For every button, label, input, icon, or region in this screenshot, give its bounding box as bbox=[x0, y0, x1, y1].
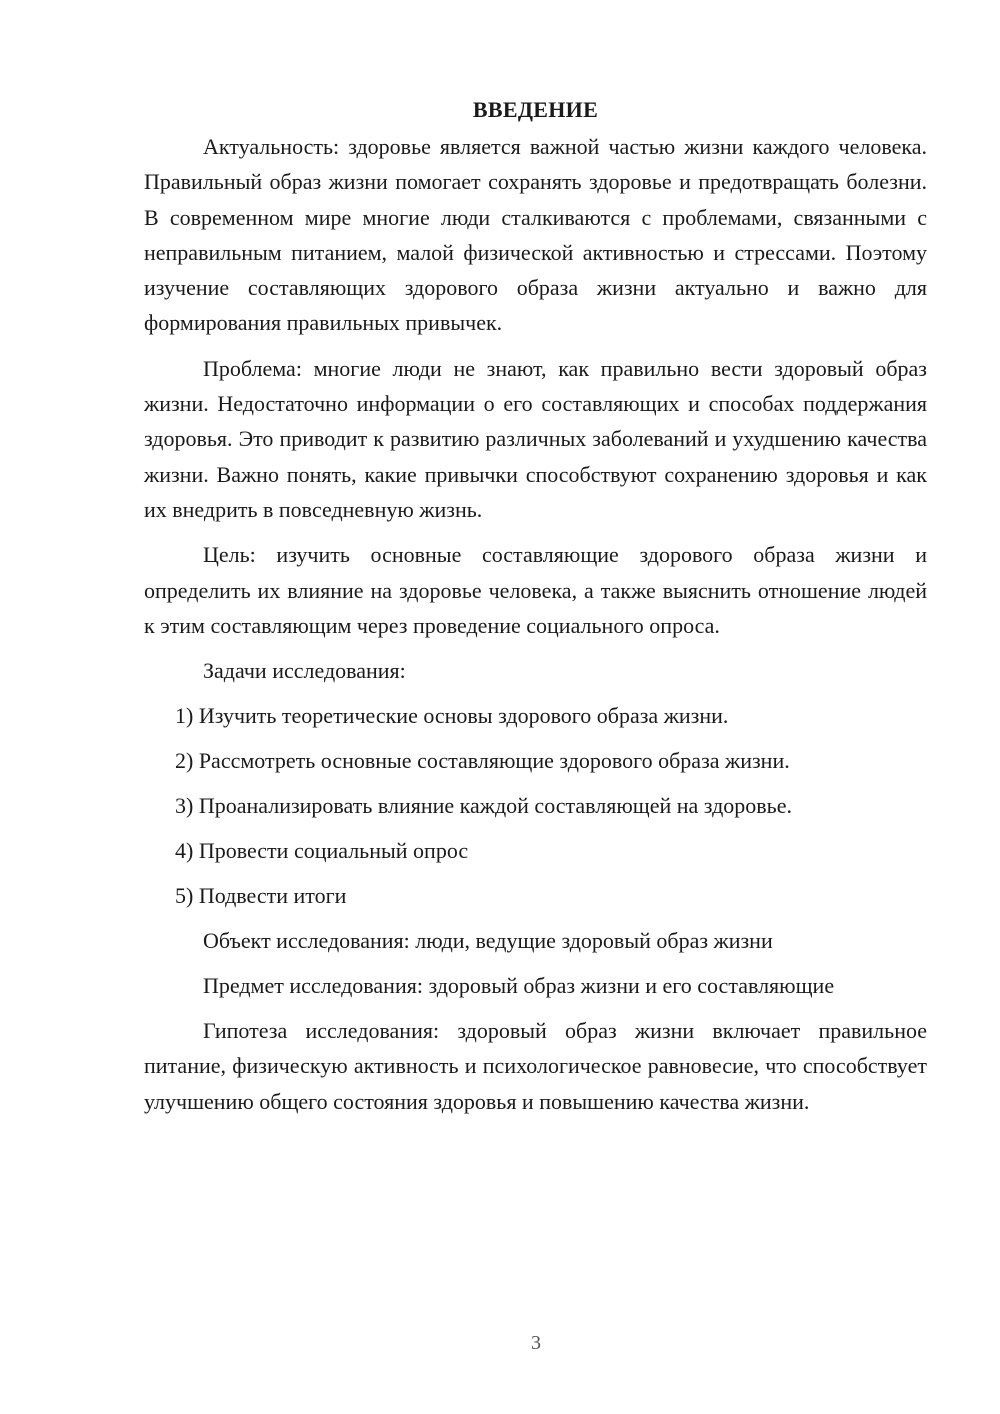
relevance-paragraph: Актуальность: здоровье является важной частью жизни каждого человека. Правильный образ жизни помогает сохранять здоровье и предотвращать болезни. В современном мире многие люди сталкиваются с проблемами, связанными с неправильным питанием, малой физической активностью и стрессами. Поэтому изучение составляющих здорового образа жизни актуально и важно для формирования правильных привычек. bbox=[144, 134, 927, 336]
section-heading: ВВЕДЕНИЕ bbox=[472, 97, 599, 122]
page-number: 3 bbox=[531, 1332, 541, 1354]
task-item-5: 5) Подвести итоги bbox=[175, 883, 347, 909]
hypothesis-paragraph: Гипотеза исследования: здоровый образ жизни включает правильное питание, физическую активность и психологическое равновесие, что способствует улучшению общего состояния здоровья и повышению качества жизни. bbox=[144, 1018, 927, 1114]
problem-paragraph: Проблема: многие люди не знают, как правильно вести здоровый образ жизни. Недостаточно информации о его составляющих и способах поддержания здоровья. Это приводит к развитию различных заболеваний и ухудшению качества жизни. Важно понять, какие привычки способствуют сохранению здоровья и как их внедрить в повседневную жизнь. bbox=[144, 355, 927, 522]
task-item-4: 4) Провести социальный опрос bbox=[175, 838, 469, 864]
goal-paragraph: Цель: изучить основные составляющие здорового образа жизни и определить их влияние на здоровье человека, а также выяснить отношение людей к этим составляющим через проведение социального опроса. bbox=[144, 542, 927, 638]
tasks-heading: Задачи исследования: bbox=[203, 658, 406, 684]
document-page bbox=[144, 92, 927, 1129]
task-item-3: 3) Проанализировать влияние каждой составляющей на здоровье. bbox=[175, 793, 792, 819]
task-item-2: 2) Рассмотреть основные составляющие здорового образа жизни. bbox=[175, 748, 790, 774]
research-object: Объект исследования: люди, ведущие здоровый образ жизни bbox=[203, 928, 773, 954]
task-item-1: 1) Изучить теоретические основы здорового образа жизни. bbox=[175, 703, 729, 729]
research-subject: Предмет исследования: здоровый образ жизни и его составляющие bbox=[203, 973, 835, 999]
